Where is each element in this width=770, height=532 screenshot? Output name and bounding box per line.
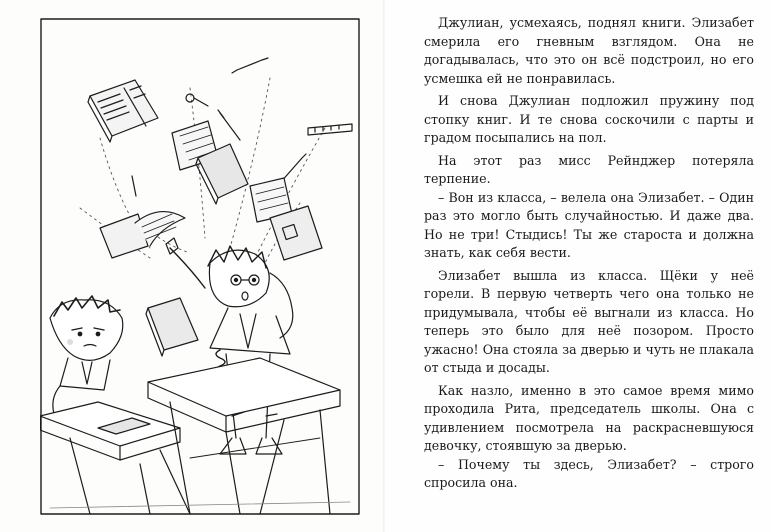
paragraph: Джулиан, усмехаясь, поднял книги. Элизабет смерила его гневным взглядом. Она не догадывалась, что это он всё подстроил, но его усмешка ей не понравилась. xyxy=(424,15,754,86)
classroom-sketch-icon xyxy=(40,18,360,515)
paragraph: – Почему ты здесь, Элизабет? – строго спросила она. xyxy=(424,456,754,490)
paragraph: На этот раз мисс Рейнджер потеряла терпение. xyxy=(424,152,754,186)
paragraph: – Вон из класса, – велела она Элизабет. – Один раз это могло быть случайностью. И даже два. Но не три! Стыдись! Ты же староста и должна знать, как себя вести. xyxy=(424,189,754,260)
paragraph: Как назло, именно в это самое время мимо проходила Рита, председатель школы. Она с удивлением посмотрела на раскрасневшуюся девочку, стоявшую за дверью. xyxy=(424,382,754,453)
paragraph: И снова Джулиан подложил пружину под стопку книг. И те снова соскочили с парты и градом посыпались на пол. xyxy=(424,93,754,145)
paragraph: Элизабет вышла из класса. Щёки у неё горели. В первую четверть чего она только не придумывала, чтобы её выгнали из класса. Но теперь это было для неё позором. Просто ужасно! Она стояла за дверью и чуть не плакала от стыда и досады. xyxy=(424,267,754,375)
body-text xyxy=(424,14,754,493)
